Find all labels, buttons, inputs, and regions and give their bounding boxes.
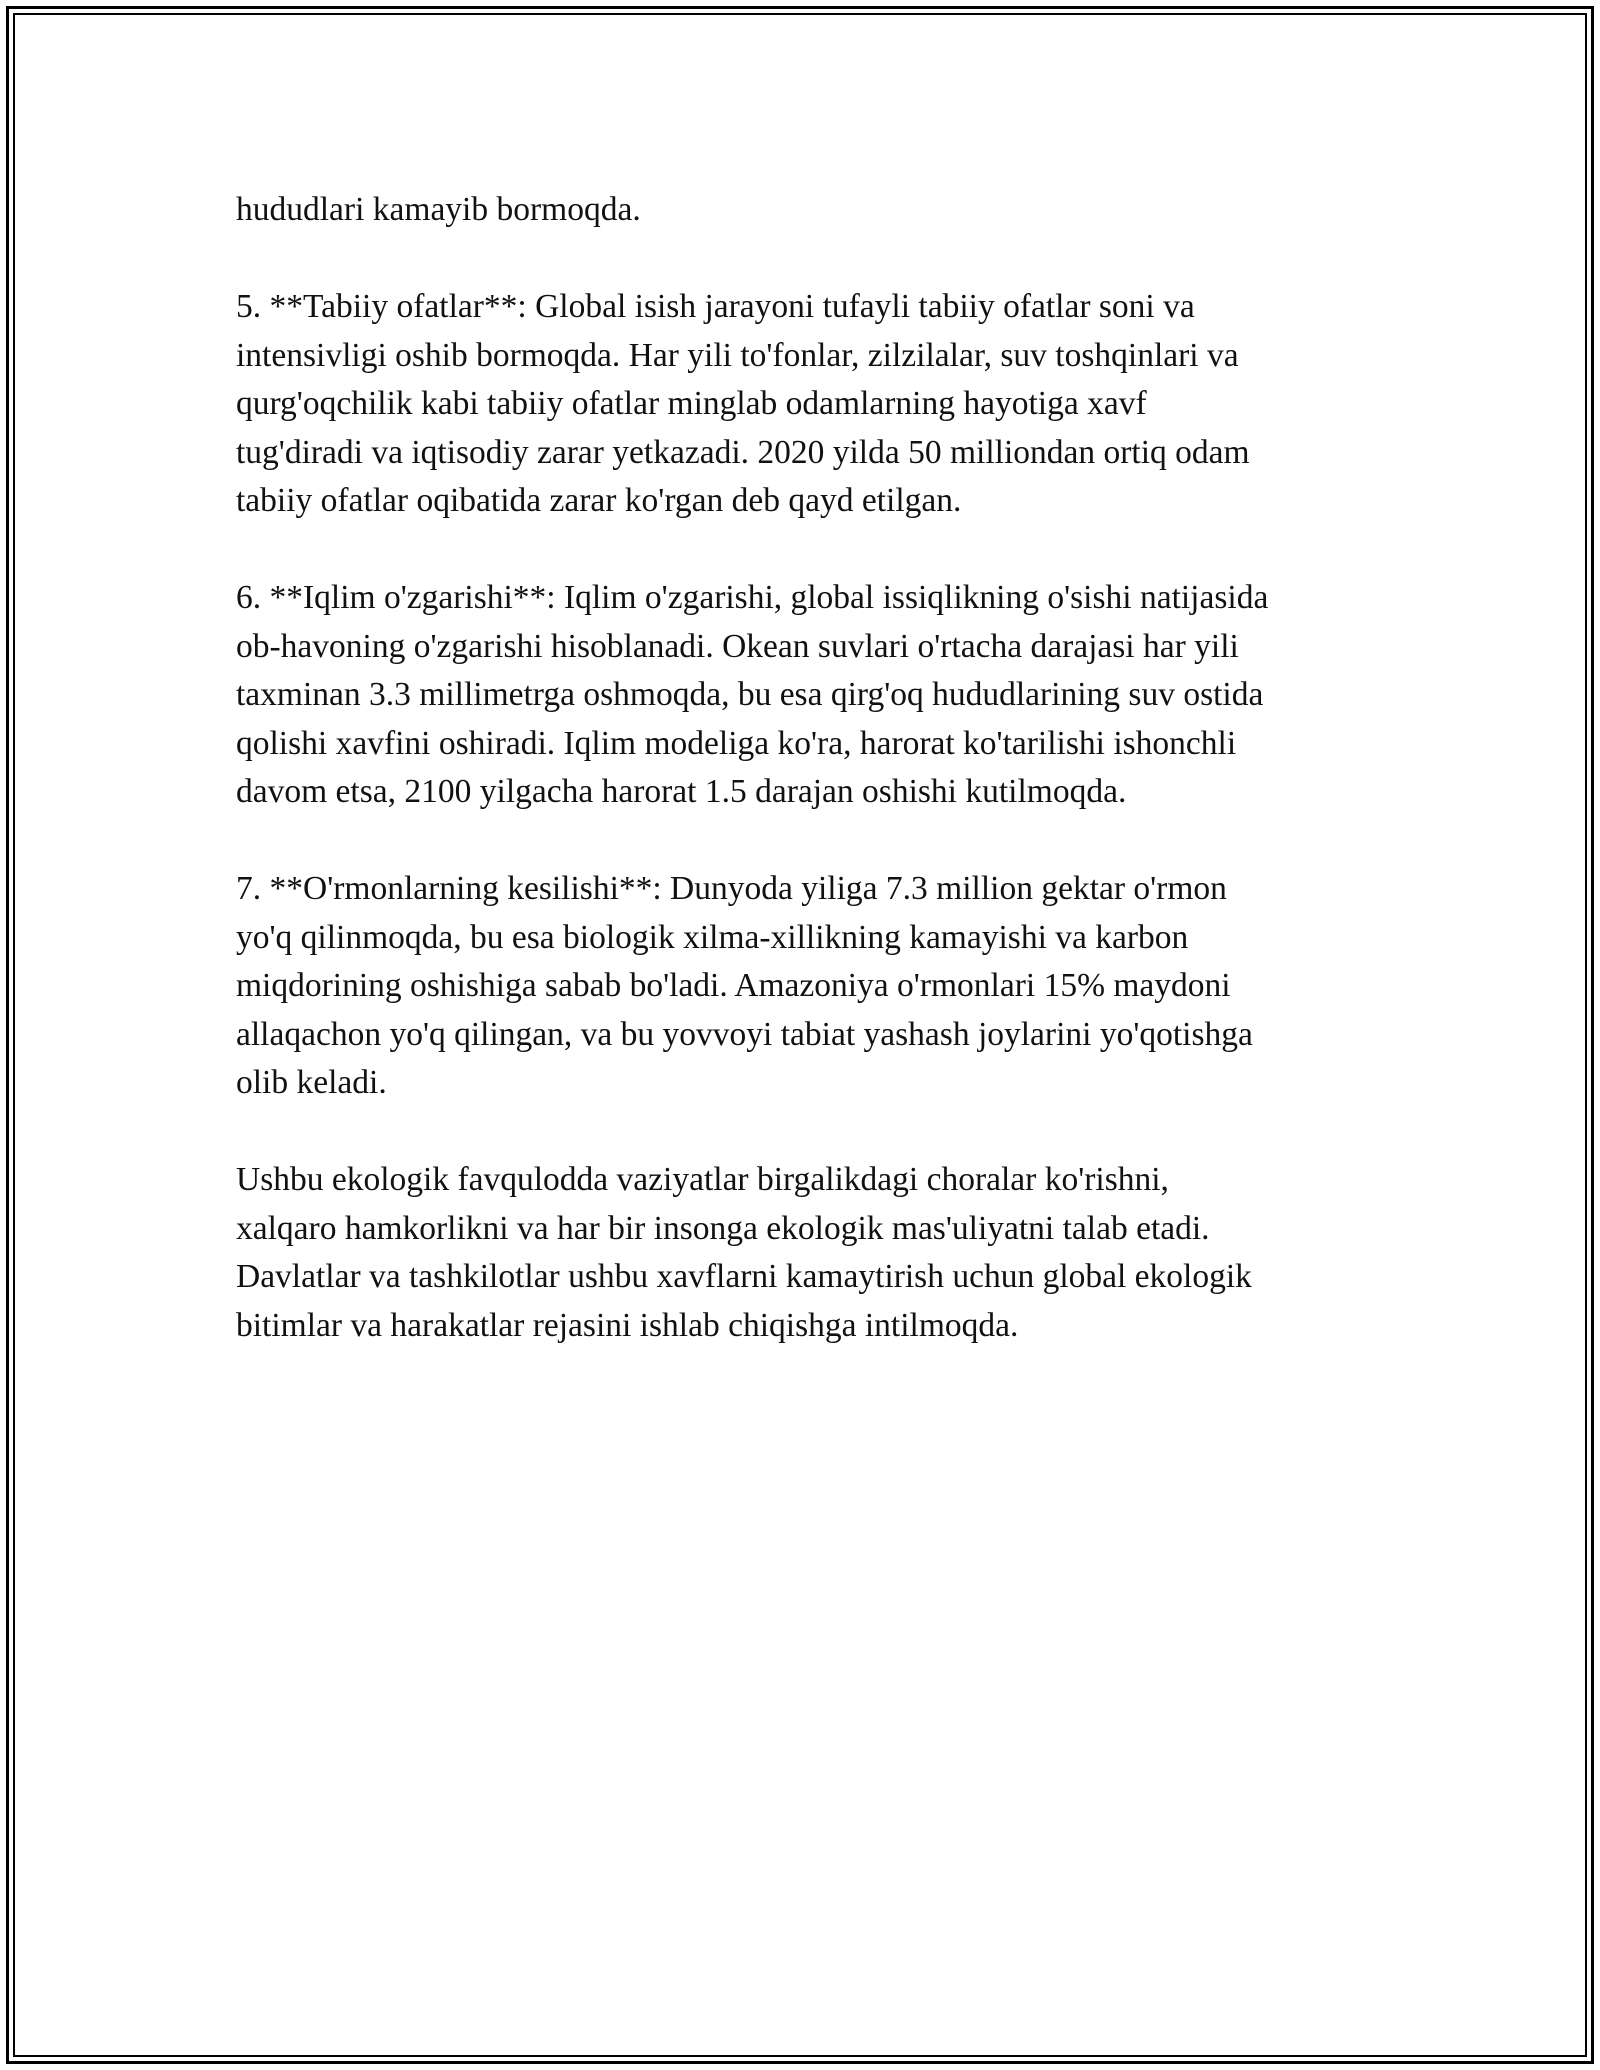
text-line: Ushbu ekologik favqulodda vaziyatlar birgalikdagi choralar ko'rishni, <box>236 1161 1169 1198</box>
paragraph-conclusion <box>236 1156 1376 1350</box>
text-line: tug'diradi va iqtisodiy zarar yetkazadi. 2020 yilda 50 milliondan ortiq odam <box>236 433 1250 471</box>
text-line: bitimlar va harakatlar rejasini ishlab chiqishga intilmoqda. <box>236 1306 1019 1344</box>
paragraph-spacer <box>236 235 1376 284</box>
paragraph-item-5-natural-disasters <box>236 283 1376 526</box>
text-line: qolishi xavfini oshiradi. Iqlim modeliga ko'ra, harorat ko'tarilishi ishonchli <box>236 724 1237 762</box>
paragraph-spacer <box>236 817 1376 866</box>
text-line: 5. **Tabiiy ofatlar**: Global isish jarayoni tufayli tabiiy ofatlar soni va <box>236 288 1195 325</box>
document-body <box>236 186 1376 1350</box>
text-line: davom etsa, 2100 yilgacha harorat 1.5 darajan oshishi kutilmoqda. <box>236 773 1127 810</box>
paragraph-spacer <box>236 1108 1376 1157</box>
text-line: hududlari kamayib bormoqda. <box>236 191 641 228</box>
text-line: 6. **Iqlim o'zgarishi**: Iqlim o'zgarishi, global issiqlikning o'sishi natijasida <box>236 579 1269 616</box>
text-line: taxminan 3.3 millimetrga oshmoqda, bu esa qirg'oq hududlarining suv ostida <box>236 676 1264 713</box>
text-line: qurg'oqchilik kabi tabiiy ofatlar minglab odamlarning hayotiga xavf <box>236 385 1147 422</box>
text-line: 7. **O'rmonlarning kesilishi**: Dunyoda yiliga 7.3 million gektar o'rmon <box>236 870 1227 907</box>
text-line: tabiiy ofatlar oqibatida zarar ko'rgan deb qayd etilgan. <box>236 482 962 519</box>
text-line: miqdorining oshishiga sabab bo'ladi. Amazoniya o'rmonlari 15% maydoni <box>236 967 1231 1004</box>
text-line: olib keladi. <box>236 1064 387 1101</box>
text-line: Davlatlar va tashkilotlar ushbu xavflarni kamaytirish uchun global ekologik <box>236 1258 1252 1295</box>
text-line: allaqachon yo'q qilingan, va bu yovvoyi tabiat yashash joylarini yo'qotishga <box>236 1015 1253 1053</box>
text-line: ob-havoning o'zgarishi hisoblanadi. Okean suvlari o'rtacha darajasi har yili <box>236 627 1239 665</box>
text-line: intensivligi oshib bormoqda. Har yili to'fonlar, zilzilalar, suv toshqinlari va <box>236 336 1239 374</box>
paragraph-continuation <box>236 186 1376 235</box>
paragraph-item-6-climate-change <box>236 574 1376 817</box>
text-line: xalqaro hamkorlikni va har bir insonga ekologik mas'uliyatni talab etadi. <box>236 1209 1210 1247</box>
paragraph-spacer <box>236 526 1376 575</box>
text-line: yo'q qilinmoqda, bu esa biologik xilma-xillikning kamayishi va karbon <box>236 918 1189 956</box>
paragraph-item-7-deforestation <box>236 865 1376 1108</box>
